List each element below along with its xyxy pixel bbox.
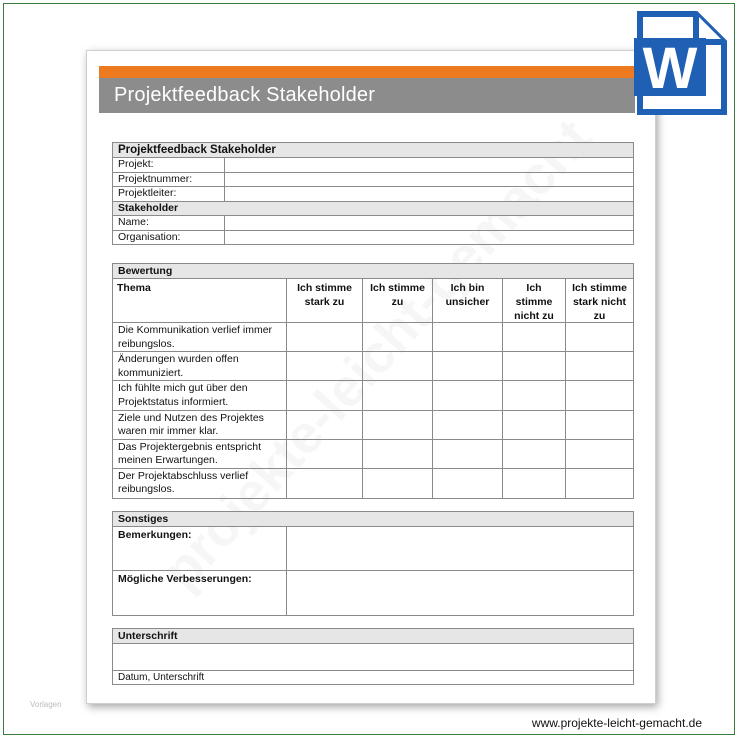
rating-cell[interactable] <box>363 411 433 440</box>
column-header-unsure: Ich bin unsicher <box>433 279 503 323</box>
rating-cell[interactable] <box>503 352 566 381</box>
footer-url[interactable]: www.projekte-leicht-gemacht.de <box>531 716 702 730</box>
form-row <box>113 173 633 188</box>
field-label: Projekt: <box>113 158 225 172</box>
rating-cell[interactable] <box>363 323 433 352</box>
signature-section <box>112 628 634 685</box>
statement-text: Ich fühlte mich gut über den Projektstatus informiert. <box>113 381 287 410</box>
rating-cell[interactable] <box>287 352 363 381</box>
rating-cell[interactable] <box>363 352 433 381</box>
logo-letter: W <box>642 36 698 101</box>
rating-table <box>113 279 633 498</box>
column-header-strongly-disagree: Ich stimme stark nicht zu <box>566 279 633 323</box>
rating-cell[interactable] <box>433 440 503 469</box>
remarks-field[interactable] <box>287 527 633 570</box>
improvements-row <box>113 571 633 615</box>
rating-section-header: Bewertung <box>113 264 633 279</box>
title-banner <box>99 78 635 113</box>
remarks-row <box>113 527 633 571</box>
rating-cell[interactable] <box>433 411 503 440</box>
rating-cell[interactable] <box>566 381 633 410</box>
rating-cell[interactable] <box>287 440 363 469</box>
field-label: Name: <box>113 216 225 230</box>
field-label: Organisation: <box>113 231 225 245</box>
rating-cell[interactable] <box>503 381 566 410</box>
column-header-topic: Thema <box>113 279 287 323</box>
project-field[interactable] <box>225 158 633 172</box>
misc-section <box>112 511 634 616</box>
rating-section <box>112 263 634 499</box>
rating-cell[interactable] <box>566 352 633 381</box>
rating-cell[interactable] <box>433 323 503 352</box>
statement-text: Die Kommunikation verlief immer reibungslos. <box>113 323 287 352</box>
column-header-strongly-agree: Ich stimme stark zu <box>287 279 363 323</box>
form-row <box>113 158 633 173</box>
organisation-field[interactable] <box>225 231 633 245</box>
signature-caption: Datum, Unterschrift <box>118 672 205 683</box>
improvements-field[interactable] <box>287 571 633 615</box>
signature-field[interactable] <box>113 644 633 671</box>
rating-cell[interactable] <box>503 469 566 498</box>
rating-cell[interactable] <box>566 323 633 352</box>
rating-cell[interactable] <box>287 469 363 498</box>
project-lead-field[interactable] <box>225 187 633 201</box>
project-number-field[interactable] <box>225 173 633 187</box>
statement-text: Ziele und Nutzen des Projektes waren mir immer klar. <box>113 411 287 440</box>
rating-cell[interactable] <box>566 469 633 498</box>
rating-cell[interactable] <box>503 323 566 352</box>
remarks-label: Bemerkungen: <box>113 527 287 570</box>
form-row <box>113 187 633 202</box>
signature-section-header: Unterschrift <box>113 629 633 644</box>
name-field[interactable] <box>225 216 633 230</box>
improvements-label: Mögliche Verbesserungen: <box>113 571 287 615</box>
misc-section-header: Sonstiges <box>113 512 633 527</box>
accent-bar <box>99 66 635 78</box>
project-section <box>112 142 634 245</box>
stakeholder-heading: Stakeholder <box>118 201 179 214</box>
rating-cell[interactable] <box>566 411 633 440</box>
word-document-icon <box>632 8 732 120</box>
rating-cell[interactable] <box>287 381 363 410</box>
rating-cell[interactable] <box>433 352 503 381</box>
column-header-agree: Ich stimme zu <box>363 279 433 323</box>
rating-cell[interactable] <box>363 381 433 410</box>
rating-cell[interactable] <box>503 440 566 469</box>
rating-cell[interactable] <box>287 323 363 352</box>
rating-cell[interactable] <box>433 469 503 498</box>
rating-cell[interactable] <box>433 381 503 410</box>
project-section-header: Projektfeedback Stakeholder <box>113 143 633 158</box>
statement-text: Das Projektergebnis entspricht meinen Erwartungen. <box>113 440 287 469</box>
rating-cell[interactable] <box>363 469 433 498</box>
rating-cell[interactable] <box>287 411 363 440</box>
stakeholder-subheader <box>113 202 633 217</box>
banner-title: Projektfeedback Stakeholder <box>114 84 376 106</box>
field-label: Projektleiter: <box>113 187 225 201</box>
column-header-disagree: Ich stimme nicht zu <box>503 279 566 323</box>
statement-text: Änderungen wurden offen kommuniziert. <box>113 352 287 381</box>
rating-cell[interactable] <box>566 440 633 469</box>
field-label: Projektnummer: <box>113 173 225 187</box>
form-row <box>113 231 633 245</box>
form-row <box>113 216 633 231</box>
statement-text: Der Projektabschluss verlief reibungslos. <box>113 469 287 498</box>
footer-source-label: Vorlagen <box>30 700 62 709</box>
rating-cell[interactable] <box>503 411 566 440</box>
rating-cell[interactable] <box>363 440 433 469</box>
